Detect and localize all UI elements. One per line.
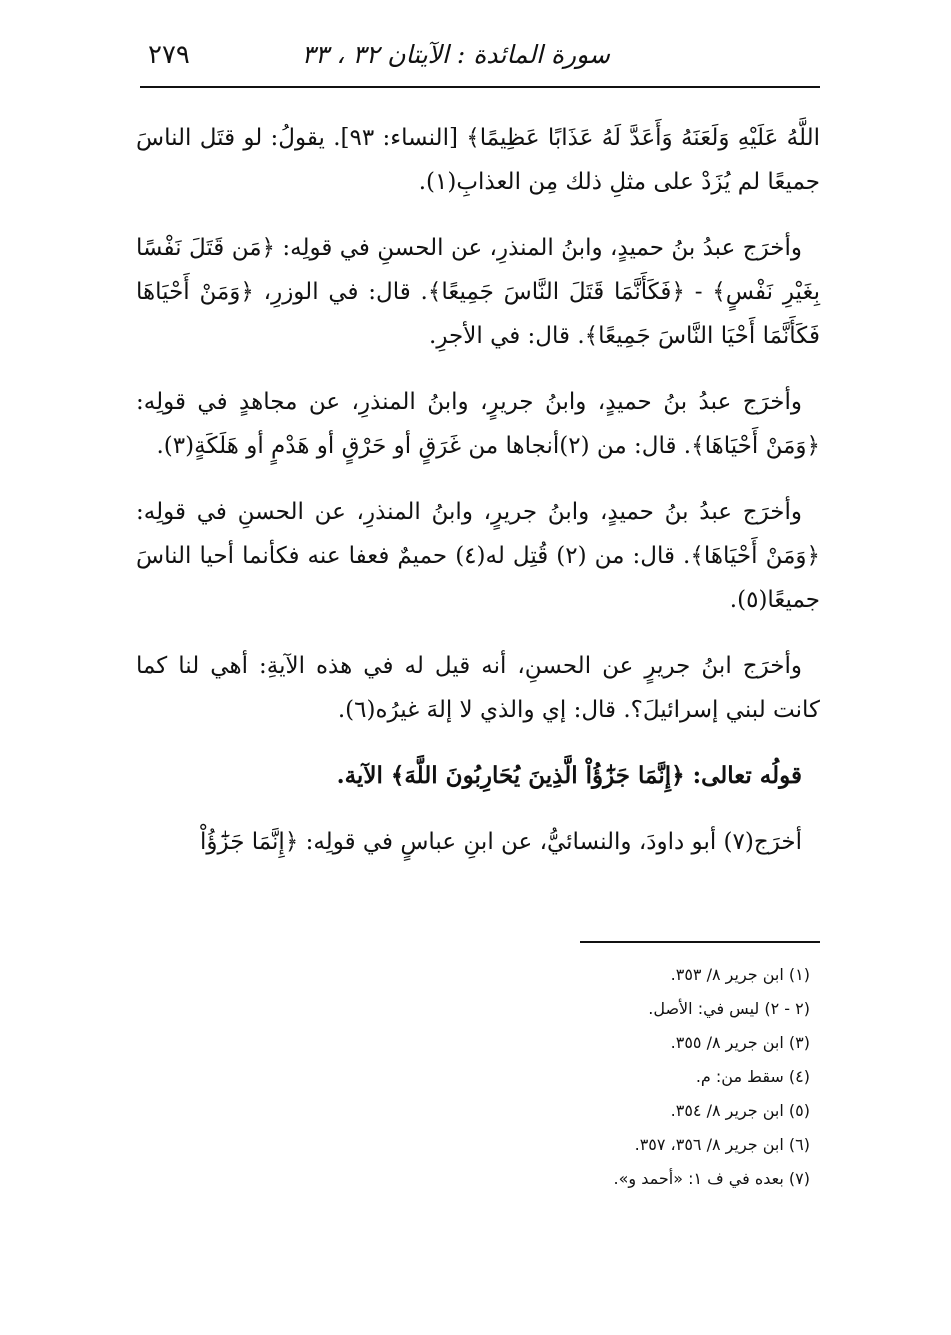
footnote: (٧) بعده في ف ١: «أحمد و». xyxy=(613,1169,810,1188)
footnote-divider xyxy=(580,941,820,943)
paragraph: أخرَج(٧) أبو داودَ، والنسائيُّ، عن ابنِ عباسٍ في قولِه: ﴿إِنَّمَا جَزَٰٓؤُاْ xyxy=(200,829,802,855)
paragraph: وأخرَج عبدُ بنُ حميدٍ، وابنُ جريرٍ، وابنُ المنذرِ، عن مجاهدٍ في قولِه: ﴿وَمَنْ أَحْيَاهَا﴾. قال: من (٢)أنجاها من غَرَقٍ أو حَرْقٍ أو هَدْمٍ أو هَلَكَةٍ(٣). xyxy=(136,389,820,459)
footnote: (٢ - ٢) ليس في: الأصل. xyxy=(648,999,810,1018)
footnote: (٤) سقط من: م. xyxy=(695,1067,810,1086)
footnote: (٥) ابن جرير ٨/ ٣٥٤. xyxy=(670,1101,810,1120)
page-header xyxy=(140,36,820,88)
paragraph: وأخرَج عبدُ بنُ حميدٍ، وابنُ جريرٍ، وابنُ المنذرِ، عن الحسنِ في قولِه: ﴿وَمَنْ أَحْيَاهَا﴾. قال: من (٢) قُتِل له(٤) حميمٌ فعفا عنه فكأنما أحيا الناسَ جميعًا(٥). xyxy=(136,499,821,613)
section-heading: قولُه تعالى: ﴿إِنَّمَا جَزَٰٓؤُاْ الَّذِينَ يُحَارِبُونَ اللَّهَ﴾ الآية. xyxy=(336,762,802,789)
footnote: (٣) ابن جرير ٨/ ٣٥٥. xyxy=(670,1033,810,1052)
footnotes xyxy=(400,958,810,1196)
page-number: ٢٧٩ xyxy=(148,40,190,70)
footnote: (٦) ابن جرير ٨/ ٣٥٦، ٣٥٧. xyxy=(634,1135,810,1154)
main-text xyxy=(136,116,820,886)
paragraph: وأخرَج عبدُ بنُ حميدٍ، وابنُ المنذرِ، عن الحسنِ في قولِه: ﴿مَن قَتَلَ نَفْسًا بِغَيْرِ نَفْسٍ﴾ - ﴿فَكَأَنَّمَا قَتَلَ النَّاسَ جَمِيعًا﴾. قال: في الوزرِ، ﴿وَمَنْ أَحْيَاهَا فَكَأَنَّمَا أَحْيَا النَّاسَ جَمِيعًا﴾. قال: في الأجرِ. xyxy=(136,235,820,349)
paragraph: اللَّهُ عَلَيْهِ وَلَعَنَهُ وَأَعَدَّ لَهُ عَذَابًا عَظِيمًا﴾ [النساء: ٩٣]. يقولُ: لو قتَل الناسَ جميعًا لم يُزَدْ على مثلِ ذلك مِن العذابِ(١). xyxy=(136,125,820,195)
paragraph: وأخرَج ابنُ جريرٍ عن الحسنِ، أنه قيل له في هذه الآيةِ: أهي لنا كما كانت لبني إسرائيلَ؟. قال: إي والذي لا إلهَ غيرُه(٦). xyxy=(136,653,820,723)
footnote: (١) ابن جرير ٨/ ٣٥٣. xyxy=(670,965,810,984)
running-title: سورة المائدة : الآيتان ٣٢ ، ٣٣ xyxy=(301,40,610,69)
